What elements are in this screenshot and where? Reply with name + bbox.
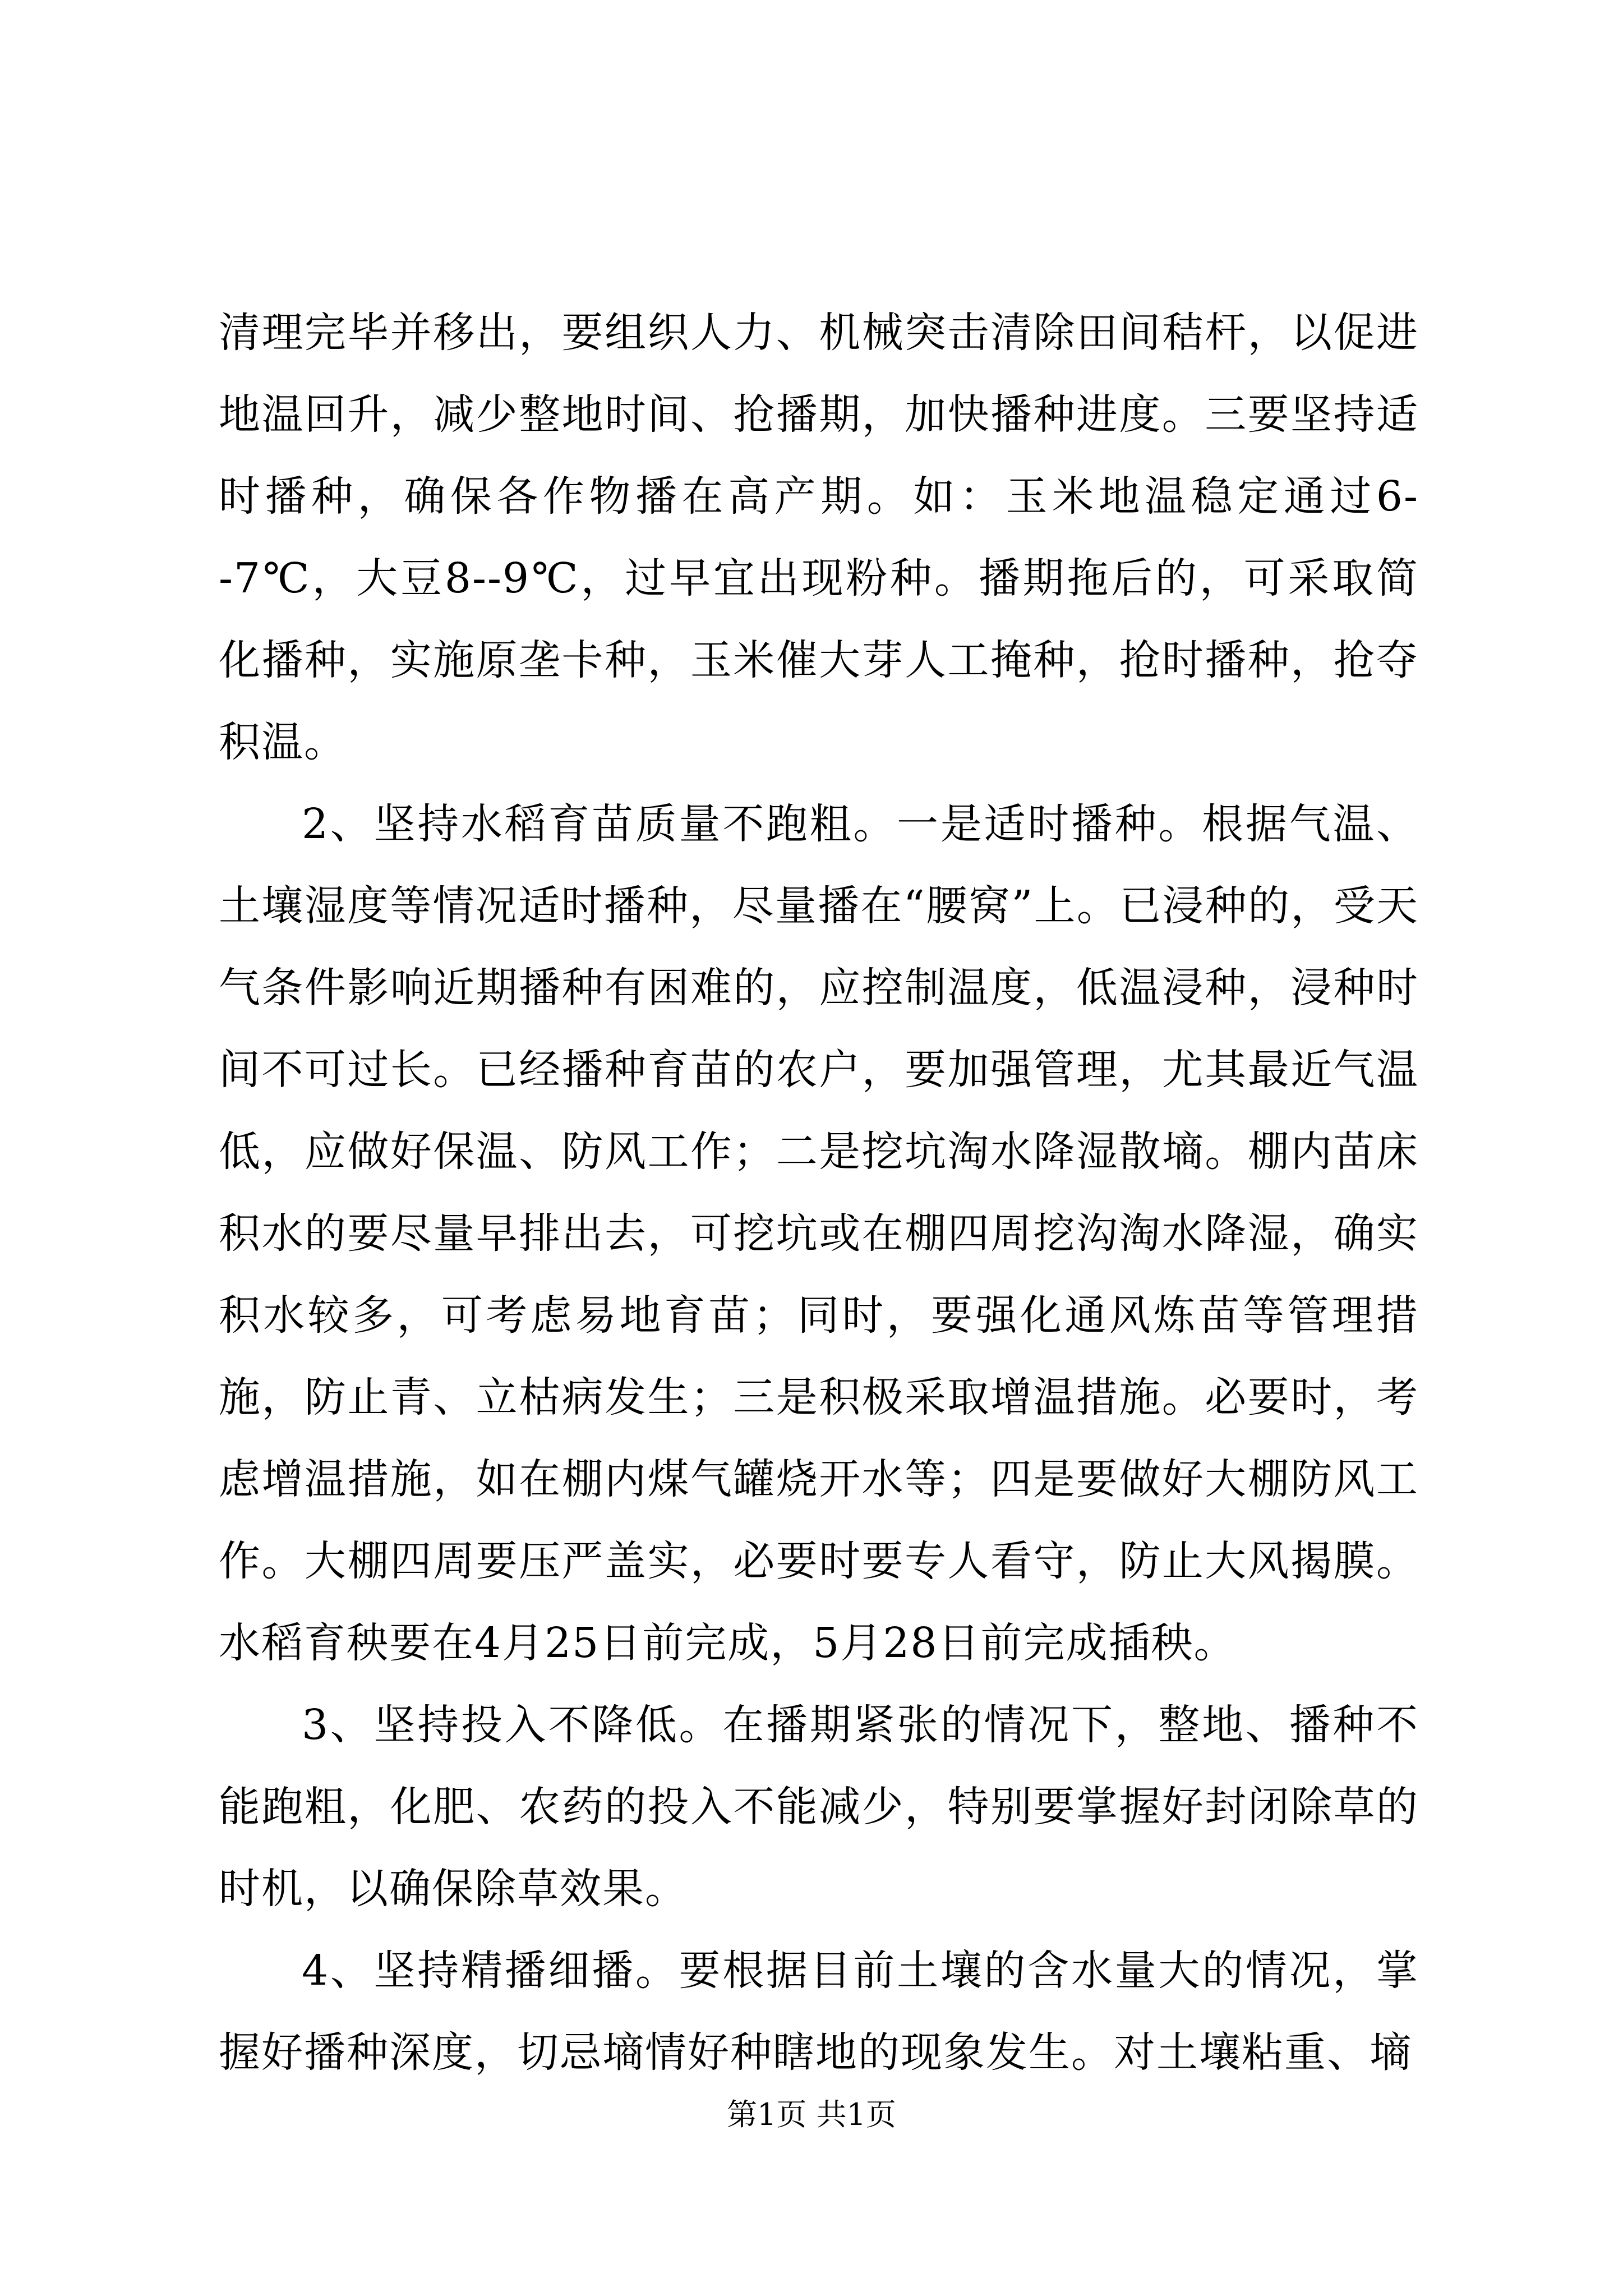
paragraph-3: 3、坚持投入不降低。在播期紧张的情况下，整地、播种不能跑粗，化肥、农药的投入不能减少，特别要掌握好封闭除草的时机，以确保除草效果。	[219, 1701, 1419, 1913]
paragraph-2: 2、坚持水稻育苗质量不跑粗。一是适时播种。根据气温、土壤湿度等情况适时播种，尽量播在“腰窝”上。已浸种的，受天气条件影响近期播种有困难的，应控制温度，低温浸种，浸种时间不可过长。已经播种育苗的农户，要加强管理，尤其最近气温低，应做好保温、防风工作；二是挖坑淘水降湿散墒。棚内苗床积水的要尽量早排出去，可挖坑或在棚四周挖沟淘水降湿，确实积水较多，可考虑易地育苗；同时，要强化通风炼苗等管理措施，防止青、立枯病发生；三是积极采取增温措施。必要时，考虑增温措施，如在棚内煤气罐烧开水等；四是要做好大棚防风工作。大棚四周要压严盖实，必要时要专人看守，防止大风揭膜。水稻育秧要在4月25日前完成，5月28日前完成插秧。	[219, 800, 1419, 1667]
page-footer: 第1页 共1页	[727, 2097, 896, 2132]
paragraph-1: 清理完毕并移出，要组织人力、机械突击清除田间秸杆，以促进地温回升，减少整地时间、抢播期，加快播种进度。三要坚持适时播种，确保各作物播在高产期。如：玉米地温稳定通过6--7℃，大豆8--9℃，过早宜出现粉种。播期拖后的，可采取简化播种，实施原垄卡种，玉米催大芽人工掩种，抢时播种，抢夺积温。	[219, 309, 1419, 766]
document-body	[219, 292, 1419, 2093]
paragraph-4: 4、坚持精播细播。要根据目前土壤的含水量大的情况，掌握好播种深度，切忌墒情好种瞎地的现象发生。对土壤粘重、墒	[219, 1947, 1419, 2077]
